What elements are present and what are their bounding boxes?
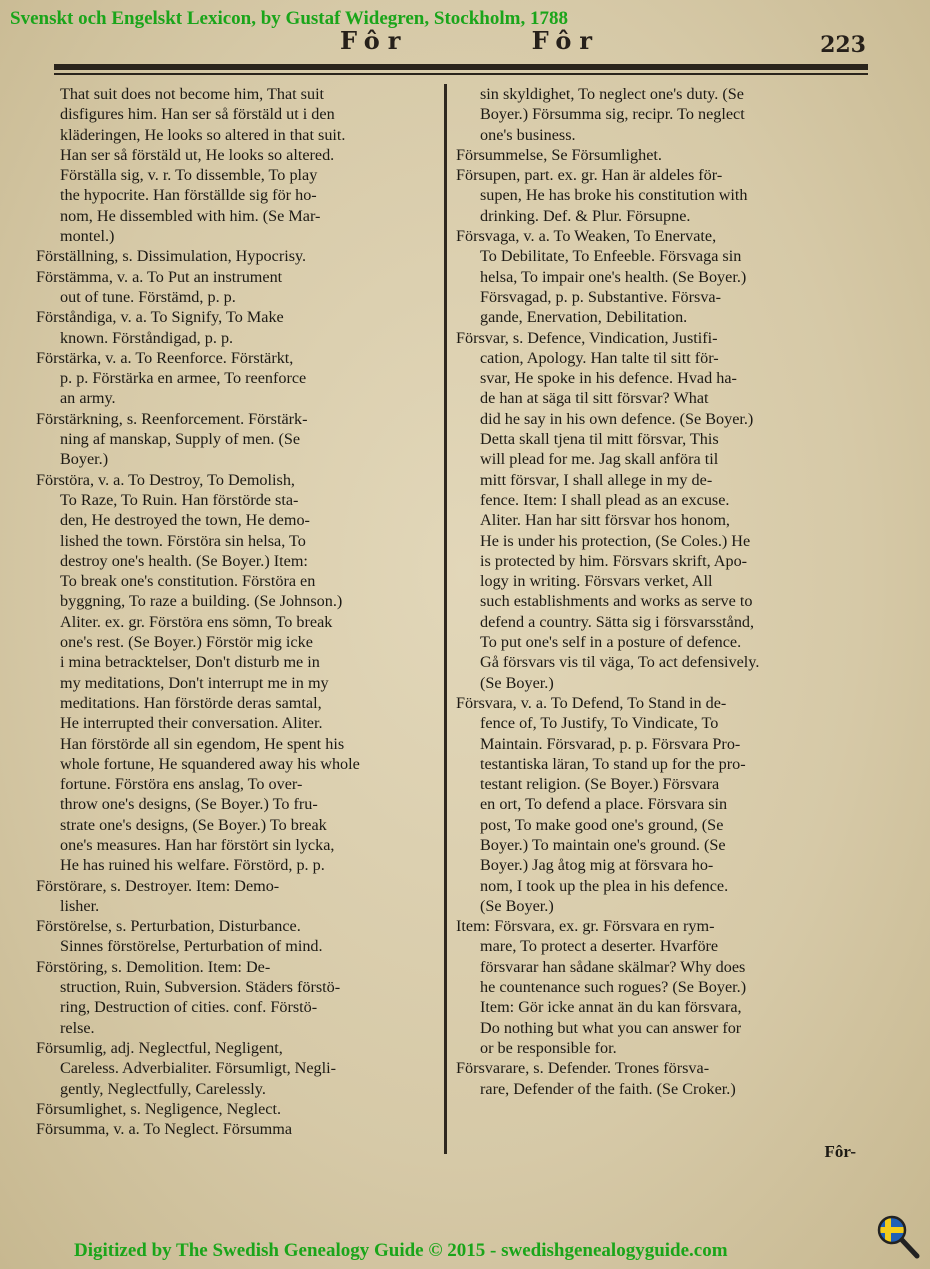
- text-line: gently, Neglectfully, Carelessly.: [60, 1079, 266, 1098]
- text-line: one's business.: [480, 125, 576, 144]
- text-line: one's rest. (Se Boyer.) Förstör mig icke: [60, 633, 313, 652]
- text-line: Detta skall tjena til mitt försvar, This: [480, 430, 719, 449]
- text-line: To Debilitate, To Enfeeble. Försvaga sin: [480, 247, 742, 266]
- text-line: Försumlighet, s. Negligence, Neglect.: [36, 1099, 282, 1118]
- text-line: Försvar, s. Defence, Vindication, Justifi-: [456, 328, 718, 347]
- running-head-left: Fôr: [340, 26, 409, 55]
- left-column: [36, 84, 438, 1139]
- text-line: To break one's constitution. Förstöra en: [60, 572, 316, 591]
- text-line: fence of, To Justify, To Vindicate, To: [480, 714, 719, 733]
- text-line: disfigures him. Han ser så förstäld ut i den: [60, 105, 335, 124]
- text-line: fortune. Förstöra ens anslag, To over-: [60, 775, 303, 794]
- text-line: Förstöring, s. Demolition. Item: De-: [36, 957, 271, 976]
- text-line: i mina betracktelser, Don't disturb me in: [60, 653, 320, 672]
- text-line: Förstärkning, s. Reenforcement. Förstärk-: [36, 409, 308, 428]
- text-line: testant religion. (Se Boyer.) Försvara: [480, 775, 720, 794]
- right-column: [456, 84, 860, 1099]
- text-line: my meditations, Don't interrupt me in my: [60, 673, 329, 692]
- text-line: Aliter. Han har sitt försvar hos honom,: [480, 511, 730, 530]
- text-line: Han ser så förstäld ut, He looks so altered.: [60, 145, 335, 164]
- running-head-right: Fôr: [531, 26, 600, 55]
- text-line: mitt försvar, I shall allege in my de-: [480, 470, 713, 489]
- text-line: Försvagad, p. p. Substantive. Försva-: [480, 287, 721, 306]
- text-line: Förställa sig, v. r. To dissemble, To play: [60, 166, 318, 185]
- column-divider: [444, 84, 447, 1154]
- header-rule-thin: [54, 73, 868, 75]
- text-line: nom, I took up the plea in his defence.: [480, 876, 729, 895]
- text-line: (Se Boyer.): [480, 673, 554, 692]
- text-line: Förstämma, v. a. To Put an instrument: [36, 267, 283, 286]
- text-line: kläderingen, He looks so altered in that suit.: [60, 125, 346, 144]
- text-line: sin skyldighet, To neglect one's duty. (Se: [480, 85, 744, 103]
- text-line: nom, He dissembled with him. (Se Mar-: [60, 206, 321, 225]
- text-line: defend a country. Sätta sig i försvarsstånd,: [480, 612, 755, 631]
- text-line: (Se Boyer.): [480, 896, 554, 915]
- text-line: cation, Apology. Han talte til sitt för-: [480, 348, 719, 367]
- text-line: post, To make good one's ground, (Se: [480, 815, 724, 834]
- text-line: Försummelse, Se Försumlighet.: [456, 145, 662, 164]
- text-line: Careless. Adverbialiter. Försumligt, Negli-: [60, 1059, 337, 1078]
- text-line: Försumma, v. a. To Neglect. Försumma: [36, 1120, 293, 1139]
- text-line: Förståndiga, v. a. To Signify, To Make: [36, 308, 284, 327]
- text-line: he countenance such rogues? (Se Boyer.): [480, 978, 747, 997]
- text-line: Aliter. ex. gr. Förstöra ens sömn, To break: [60, 612, 333, 631]
- text-line: montel.): [60, 227, 115, 246]
- text-line: Item: Försvara, ex. gr. Försvara en rym-: [456, 917, 715, 936]
- text-line: mare, To protect a deserter. Hvarföre: [480, 937, 719, 956]
- text-line: known. Förståndigad, p. p.: [60, 328, 234, 347]
- text-line: strate one's designs, (Se Boyer.) To break: [60, 815, 327, 834]
- digitized-footer: Digitized by The Swedish Genealogy Guide © 2015 - swedishgenealogyguide.com: [74, 1240, 728, 1261]
- text-line: supen, He has broke his constitution with: [480, 186, 748, 205]
- swedish-flag-magnifier-icon: [876, 1214, 920, 1260]
- header-rule-thick: [54, 64, 868, 70]
- text-line: den, He destroyed the town, He demo-: [60, 511, 310, 530]
- text-line: He is under his protection, (Se Coles.) He: [480, 531, 751, 550]
- text-line: He interrupted their conversation. Aliter.: [60, 714, 323, 733]
- text-line: is protected by him. Försvars skrift, Apo-: [480, 551, 748, 570]
- text-line: rare, Defender of the faith. (Se Croker.): [480, 1079, 736, 1098]
- text-line: helsa, To impair one's health. (Se Boyer.): [480, 267, 747, 286]
- text-line: Item: Gör icke annat än du kan försvara,: [480, 998, 742, 1017]
- text-line: relse.: [60, 1018, 95, 1037]
- text-line: byggning, To raze a building. (Se Johnson.): [60, 592, 343, 611]
- text-line: Boyer.) Jag åtog mig at försvara ho-: [480, 856, 714, 875]
- text-line: such establishments and works as serve to: [480, 592, 753, 611]
- text-line: Gå försvars vis til väga, To act defensively.: [480, 653, 760, 672]
- text-line: Förstörelse, s. Perturbation, Disturbance.: [36, 917, 301, 936]
- text-line: en ort, To defend a place. Försvara sin: [480, 795, 728, 814]
- text-line: Försumlig, adj. Neglectful, Negligent,: [36, 1038, 283, 1057]
- text-line: ring, Destruction of cities. conf. Förstö-: [60, 998, 318, 1017]
- text-line: struction, Ruin, Subversion. Städers förstö-: [60, 978, 341, 997]
- text-line: försvarar han sådane skälmar? Why does: [480, 957, 746, 976]
- text-line: fence. Item: I shall plead as an excuse.: [480, 490, 730, 509]
- text-line: destroy one's health. (Se Boyer.) Item:: [60, 551, 308, 570]
- text-line: whole fortune, He squandered away his whole: [60, 754, 360, 773]
- text-line: Försupen, part. ex. gr. Han är aldeles för-: [456, 166, 723, 185]
- text-line: Försvaga, v. a. To Weaken, To Enervate,: [456, 227, 717, 246]
- text-line: lished the town. Förstöra sin helsa, To: [60, 531, 306, 550]
- text-line: lisher.: [60, 896, 100, 915]
- text-line: gande, Enervation, Debilitation.: [480, 308, 688, 327]
- text-line: Förstörare, s. Destroyer. Item: Demo-: [36, 876, 280, 895]
- text-line: Förstärka, v. a. To Reenforce. Förstärkt,: [36, 348, 294, 367]
- page-number: 223: [820, 32, 866, 58]
- text-line: the hypocrite. Han förställde sig för ho-: [60, 186, 317, 205]
- text-line: de han at säga til sitt försvar? What: [480, 389, 709, 408]
- text-line: Maintain. Försvarad, p. p. Försvara Pro-: [480, 734, 741, 753]
- text-line: Förställning, s. Dissimulation, Hypocrisy.: [36, 247, 307, 266]
- text-line: logy in writing. Försvars verket, All: [480, 572, 713, 591]
- text-line: p. p. Förstärka en armee, To reenforce: [60, 369, 307, 388]
- text-line: Do nothing but what you can answer for: [480, 1018, 742, 1037]
- text-line: Försvarare, s. Defender. Trones försva-: [456, 1059, 710, 1078]
- text-line: To put one's self in a posture of defence.: [480, 633, 742, 652]
- text-line: did he say in his own defence. (Se Boyer.): [480, 409, 754, 428]
- catchword: Fôr-: [824, 1142, 856, 1161]
- text-line: or be responsible for.: [480, 1038, 617, 1057]
- text-line: one's measures. Han har förstört sin lycka,: [60, 835, 335, 854]
- text-line: To Raze, To Ruin. Han förstörde sta-: [60, 490, 299, 509]
- text-line: Boyer.): [60, 450, 109, 469]
- text-line: Boyer.) Försumma sig, recipr. To neglect: [480, 105, 745, 124]
- text-line: an army.: [60, 389, 116, 408]
- text-line: Försvara, v. a. To Defend, To Stand in de-: [456, 693, 727, 712]
- text-line: Förstöra, v. a. To Destroy, To Demolish,: [36, 470, 295, 489]
- text-line: drinking. Def. & Plur. Försupne.: [480, 206, 691, 225]
- text-line: That suit does not become him, That suit: [60, 85, 325, 103]
- text-line: He has ruined his welfare. Förstörd, p. p.: [60, 856, 325, 875]
- text-line: Han förstörde all sin egendom, He spent his: [60, 734, 345, 753]
- text-line: Boyer.) To maintain one's ground. (Se: [480, 835, 726, 854]
- running-head: [340, 26, 600, 55]
- text-line: will plead for me. Jag skall anföra til: [480, 450, 719, 469]
- text-line: svar, He spoke in his defence. Hvad ha-: [480, 369, 737, 388]
- text-line: Sinnes förstörelse, Perturbation of mind.: [60, 937, 323, 956]
- text-line: out of tune. Förstämd, p. p.: [60, 287, 236, 306]
- overlay-title: Svenskt och Engelskt Lexicon, by Gustaf Widegren, Stockholm, 1788: [10, 8, 568, 29]
- text-line: throw one's designs, (Se Boyer.) To fru-: [60, 795, 318, 814]
- text-line: testantiska läran, To stand up for the pro-: [480, 754, 746, 773]
- text-line: meditations. Han förstörde deras samtal,: [60, 693, 322, 712]
- text-line: ning af manskap, Supply of men. (Se: [60, 430, 301, 449]
